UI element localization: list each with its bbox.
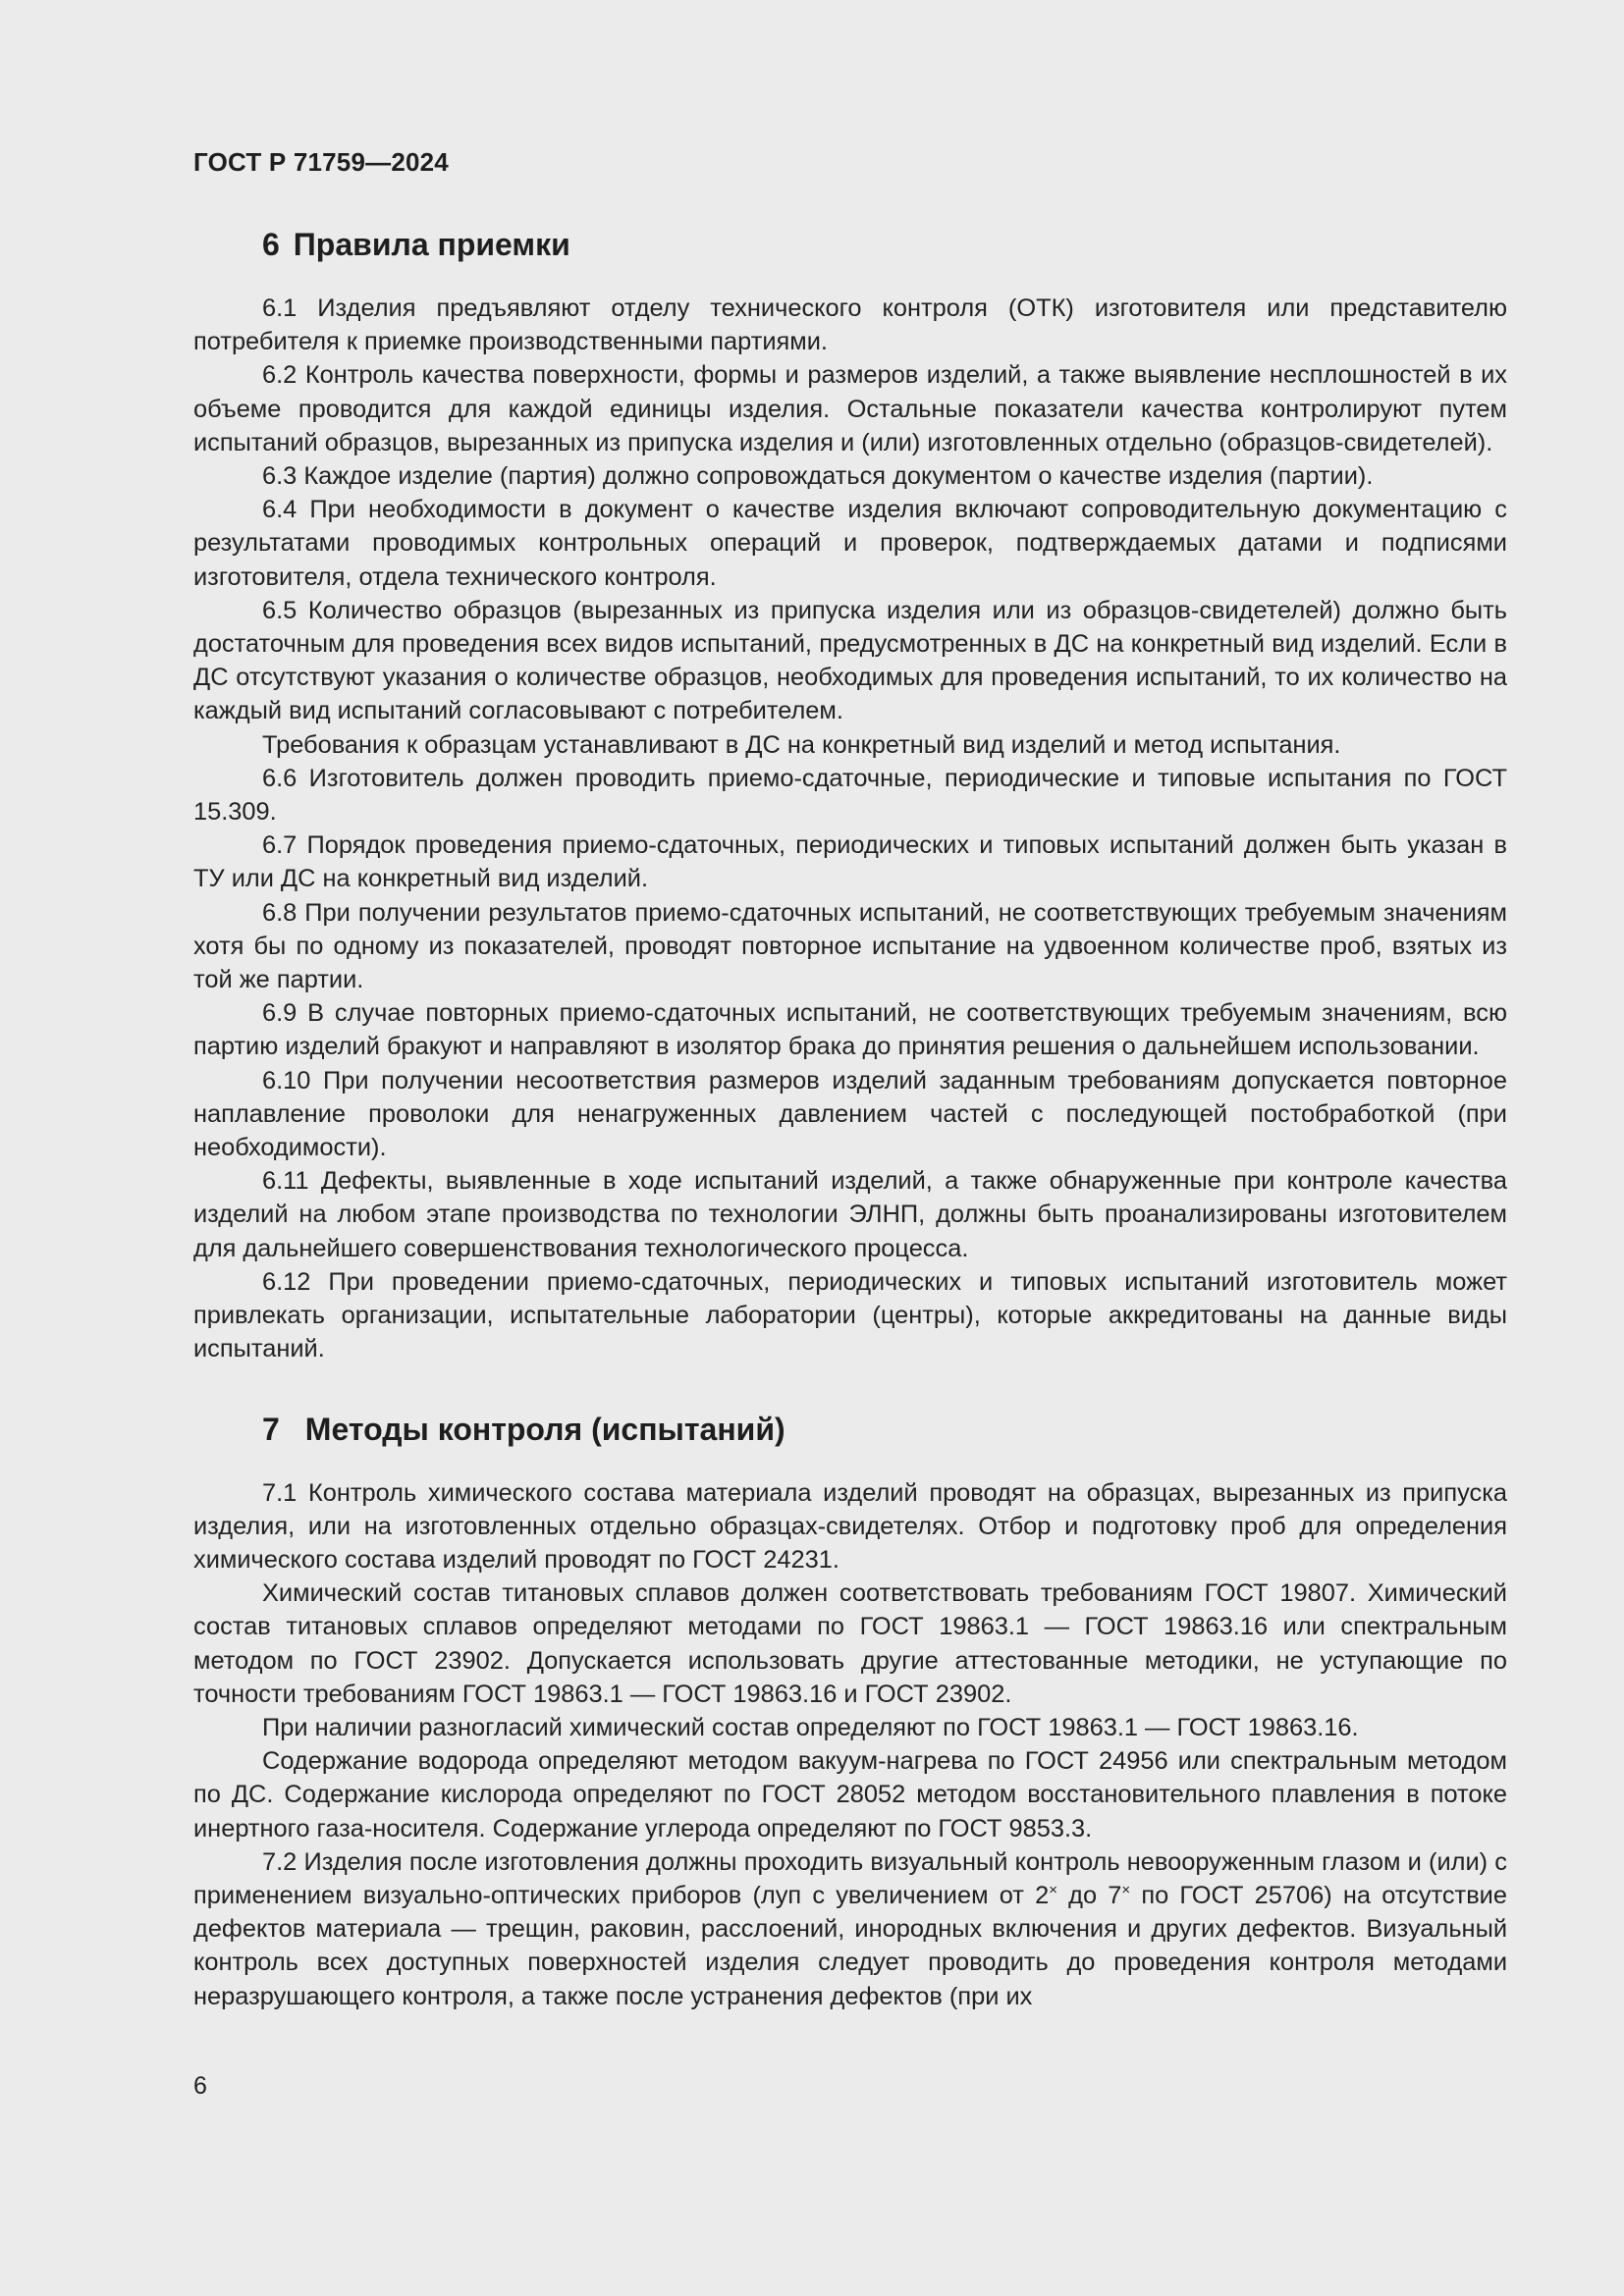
paragraph-6-5-requirements: Требования к образцам устанавливают в ДС на конкретный вид изделий и метод испытания.: [262, 730, 1341, 759]
paragraph-6-3: 6.3 Каждое изделие (партия) должно сопровождаться документом о качестве изделия (партии).: [262, 462, 1374, 491]
section-7-title: Методы контроля (испытаний): [304, 1411, 785, 1447]
magnification-superscript: ×: [1049, 1881, 1057, 1898]
paragraph-6-2: 6.2 Контроль качества поверхности, формы и размеров изделий, а также выявление несплошностей в их объеме проводится для каждой единицы изделия. Остальные показатели качества контролируют путем испытаний образцов, вырезанных из припуска изделия и (или) изготовленных отдельно (образцов-свидетелей).: [193, 361, 1507, 456]
section-6-heading: [262, 221, 1507, 268]
page-content: [193, 221, 1507, 2013]
paragraph-6-12: 6.12 При проведении приемо-сдаточных, периодических и типовых испытаний изготовитель может привлекать организации, испытательные лаборатории (центры), которые аккредитованы на данные виды испытаний.: [193, 1267, 1507, 1363]
paragraph-6-10: 6.10 При получении несоответствия размеров изделий заданным требованиям допускается повторное наплавление проволоки для ненагруженных давлением частей с последующей постобработкой (при необходимости).: [193, 1066, 1507, 1162]
paragraph-7-2-part3: по ГОСТ 25706) на отсутствие дефектов материала — трещин, раковин, расслоений, инородных включения и других дефектов. Визуальный контроль всех доступных поверхностей изделия следует проводить до проведения контроля методами неразрушающего контроля, а также после устранения дефектов (при их: [193, 1881, 1507, 2010]
paragraph-6-1: 6.1 Изделия предъявляют отделу технического контроля (ОТК) изготовителя или представителю потребителя к приемке производственными партиями.: [193, 294, 1507, 356]
paragraph-7-2: [193, 1845, 1507, 2013]
paragraph-7-2-part2: до 7: [1056, 1881, 1122, 1909]
page-number: 6: [193, 2072, 207, 2100]
paragraph-7-2-part1: 7.2 Изделия после изготовления должны проходить визуальный контроль невооруженным глазом и (или) с применением визуально-оптических приборов (луп с увеличением от 2: [193, 1847, 1507, 1909]
section-7-number: 7: [262, 1411, 280, 1447]
section-6-number: 6: [262, 227, 280, 262]
paragraph-6-5: 6.5 Количество образцов (вырезанных из припуска изделия или из образцов-свидетелей) должно быть достаточным для проведения всех видов испытаний, предусмотренных в ДС на конкретный вид изделий. Если в ДС отсутствуют указания о количестве образцов, необходимых для проведения испытаний, то их количество на каждый вид испытаний согласовывают с потребителем.: [193, 596, 1507, 725]
paragraph-7-1-disagreements: При наличии разногласий химический состав определяют по ГОСТ 19863.1 — ГОСТ 19863.16.: [262, 1713, 1359, 1741]
paragraph-6-4: 6.4 При необходимости в документ о качестве изделия включают сопроводительную документацию с результатами проводимых контрольных операций и проверок, подтверждаемых датами и подписями изготовителя, отдела технического контроля.: [193, 496, 1507, 591]
section-6-title: Правила приемки: [293, 227, 570, 262]
paragraph-6-9: 6.9 В случае повторных приемо-сдаточных испытаний, не соответствующих требуемым значениям, всю партию изделий бракуют и направляют в изолятор брака до принятия решения о дальнейшем использовании.: [193, 999, 1507, 1061]
section-7-heading: [262, 1406, 1507, 1453]
paragraph-6-11: 6.11 Дефекты, выявленные в ходе испытаний изделий, а также обнаруженные при контроле качества изделий на любом этапе производства по технологии ЭЛНП, должны быть проанализированы изготовителем для дальнейшего совершенствования технологического процесса.: [193, 1167, 1507, 1262]
document-header: ГОСТ Р 71759—2024: [193, 147, 449, 177]
magnification-superscript: ×: [1121, 1881, 1131, 1898]
paragraph-6-7: 6.7 Порядок проведения приемо-сдаточных, периодических и типовых испытаний должен быть указан в ТУ или ДС на конкретный вид изделий.: [193, 831, 1507, 893]
paragraph-6-8: 6.8 При получении результатов приемо-сдаточных испытаний, не соответствующих требуемым значениям хотя бы по одному из показателей, проводят повторное испытание на удвоенном количестве проб, взятых из той же партии.: [193, 898, 1507, 994]
paragraph-6-6: 6.6 Изготовитель должен проводить приемо-сдаточные, периодические и типовые испытания по ГОСТ 15.309.: [193, 764, 1507, 827]
paragraph-7-1: 7.1 Контроль химического состава материала изделий проводят на образцах, вырезанных из припуска изделия, или на изготовленных отдельно образцах-свидетелях. Отбор и подготовку проб для определения химического состава изделий проводят по ГОСТ 24231.: [193, 1478, 1507, 1574]
paragraph-7-1-titanium-composition: Химический состав титановых сплавов должен соответствовать требованиям ГОСТ 19807. Химический состав титановых сплавов определяют методами по ГОСТ 19863.1 — ГОСТ 19863.16 или спектральным методом по ГОСТ 23902. Допускается использовать другие аттестованные методики, не уступающие по точности требованиям ГОСТ 19863.1 — ГОСТ 19863.16 и ГОСТ 23902.: [193, 1579, 1507, 1708]
paragraph-7-1-gas-content: Содержание водорода определяют методом вакуум-нагрева по ГОСТ 24956 или спектральным методом по ДС. Содержание кислорода определяют по ГОСТ 28052 методом восстановительного плавления в потоке инертного газа-носителя. Содержание углерода определяют по ГОСТ 9853.3.: [193, 1747, 1507, 1842]
